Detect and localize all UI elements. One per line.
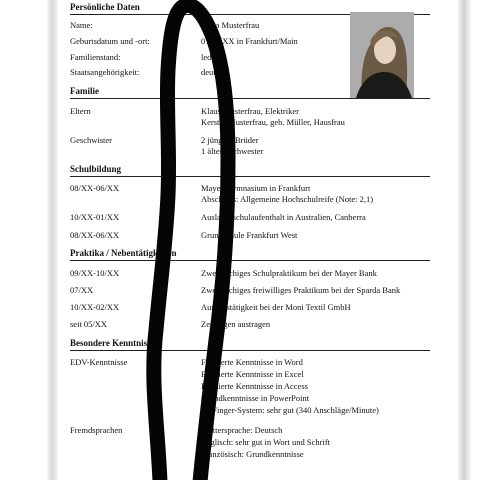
internship-entry: Zweiwöchiges Schulpraktikum bei der Mayer Bank [201,268,377,278]
school-entry: Grundschule Frankfurt West [201,230,298,240]
school-entry: Mayer-Gymnasium in Frankfurt [201,183,311,193]
siblings-line1: 2 jüngere Brüder [201,135,259,145]
school-date: 10/XX-01/XX [70,212,120,222]
parents-line2: Kerstin Musterfrau, geb. Müller, Hausfrau [201,117,345,127]
it-skill-item: Grundkenntnisse in PowerPoint [201,393,310,403]
school-entry-detail: Abschluss: Allgemeine Hochschulreife (Note: 2,1) [201,194,374,204]
section-title-internships: Praktika / Nebentätigkeiten [70,248,430,261]
parents-line1: Klaus Musterfrau, Elektriker [201,106,299,116]
school-date: 08/XX-06/XX [70,230,120,240]
name-value: Anna Musterfrau [201,20,260,30]
page-shadow-right [458,0,480,480]
siblings-label: Geschwister [70,135,113,145]
language-item: Englisch: sehr gut in Wort und Schrift [201,437,331,447]
marital-value: ledig [201,52,218,62]
school-date: 08/XX-06/XX [70,183,120,193]
name-label: Name: [70,20,93,30]
it-skill-item: 10-Finger-System: sehr gut (340 Anschläge/Minute) [201,405,379,415]
marital-label: Familienstand: [70,52,121,62]
language-item: Französisch: Grundkenntnisse [201,449,304,459]
cv-page [58,0,458,480]
siblings-line2: 1 ältere Schwester [201,146,264,156]
internship-entry: Zweiwöchiges freiwilliges Praktikum bei der Sparda Bank [201,285,401,295]
internship-date: seit 05/XX [70,319,108,329]
internship-date: 10/XX-02/XX [70,302,120,312]
birth-value: 01.01.XX in Frankfurt/Main [201,36,298,46]
internship-entry: Aushilfstätigkeit bei der Moni Textil GmbH [201,302,351,312]
it-skill-item: Fundierte Kenntnisse in Access [201,381,308,391]
section-title-personal: Persönliche Daten [70,2,430,15]
parents-label: Eltern [70,106,91,116]
nationality-value: deutsch [201,67,227,77]
school-entry: Auslandsschulaufenthalt in Australien, Canberra [201,212,366,222]
it-skills-label: EDV-Kenntnisse [70,357,128,367]
section-title-family: Familie [70,86,430,99]
languages-label: Fremdsprachen [70,425,123,435]
section-title-school: Schulbildung [70,164,430,177]
it-skill-item: Fundierte Kenntnisse in Word [201,357,303,367]
internship-date: 07/XX [70,285,94,295]
nationality-label: Staatsangehörigkeit: [70,67,140,77]
section-title-skills: Besondere Kenntnisse [70,338,430,351]
language-item: Muttersprache: Deutsch [201,425,283,435]
it-skill-item: Fundierte Kenntnisse in Excel [201,369,304,379]
birth-label: Geburtsdatum und -ort: [70,36,150,46]
page-shadow-left [0,0,58,480]
internship-date: 09/XX-10/XX [70,268,120,278]
internship-entry: Zeitungen austragen [201,319,271,329]
